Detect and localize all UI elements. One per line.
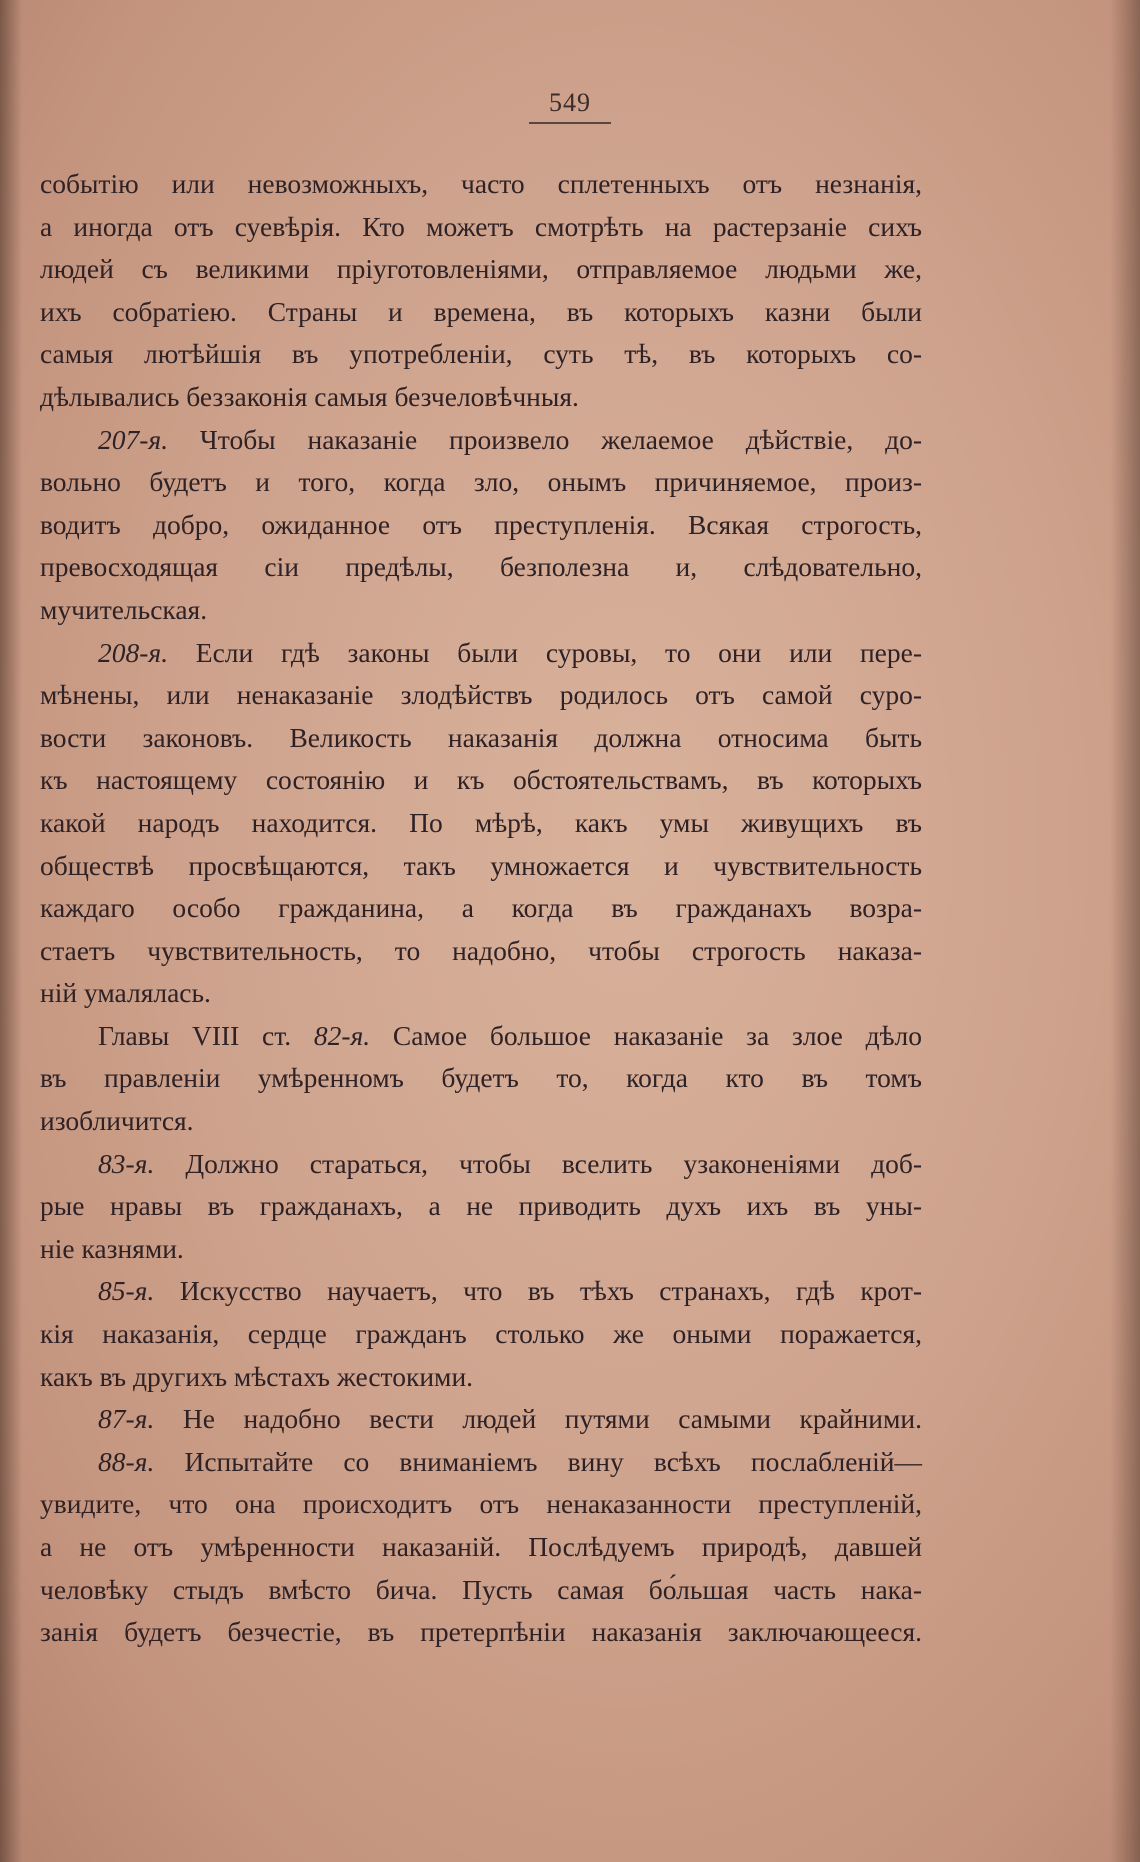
text-line xyxy=(40,930,922,973)
text-line xyxy=(40,887,922,930)
article-number: 87-я. xyxy=(98,1403,155,1435)
text-line xyxy=(40,1569,922,1612)
text-line xyxy=(40,632,922,675)
text-line xyxy=(40,163,922,206)
text-line xyxy=(40,376,922,419)
line-text: ніе казнями. xyxy=(40,1232,184,1264)
text-line xyxy=(40,1441,922,1484)
line-text: а иногда отъ суевѣрія. Кто можетъ смотрѣть на растерзаніе сихъ xyxy=(40,210,922,242)
text-line xyxy=(40,1185,922,1228)
text-line xyxy=(40,1611,922,1654)
text-line xyxy=(40,206,922,249)
line-text: ній умалялась. xyxy=(40,977,211,1009)
article-number: 208-я. xyxy=(98,636,169,668)
line-text: каждаго особо гражданина, а когда въ гражданахъ возра- xyxy=(40,892,922,924)
line-text: Должно стараться, чтобы вселить узаконеніями доб- xyxy=(154,1147,922,1179)
text-line xyxy=(40,845,922,888)
text-line xyxy=(40,972,922,1015)
text-line xyxy=(40,291,922,334)
text-line xyxy=(40,1270,922,1313)
text-line xyxy=(40,717,922,760)
article-number: 82-я. xyxy=(313,1019,371,1051)
text-line xyxy=(40,1313,922,1356)
line-text: мѣнены, или ненаказаніе злодѣйствъ родилось отъ самой суро- xyxy=(40,679,922,711)
line-text: обществѣ просвѣщаются, такъ умножается и чувствительность xyxy=(40,849,922,881)
text-line xyxy=(40,1143,922,1186)
article-number: 207-я. xyxy=(98,423,169,455)
line-text: вольно будетъ и того, когда зло, онымъ причиняемое, произ- xyxy=(40,466,922,498)
article-number: 85-я. xyxy=(98,1275,155,1307)
page-header xyxy=(0,88,1140,124)
article-number: 83-я. xyxy=(98,1147,155,1179)
text-line xyxy=(40,461,922,504)
text-line xyxy=(40,1228,922,1271)
text-line xyxy=(40,802,922,845)
line-text: ихъ собратіею. Страны и времена, въ которыхъ казни были xyxy=(40,295,922,327)
line-text: Самое большое наказаніе за злое дѣло xyxy=(370,1019,922,1051)
line-text: какой народъ находится. По мѣрѣ, какъ умы живущихъ въ xyxy=(40,806,922,838)
text-line xyxy=(40,1015,922,1058)
text-line xyxy=(40,1398,922,1441)
text-line xyxy=(40,546,922,589)
line-text: превосходящая сіи предѣлы, безполезна и, слѣдовательно, xyxy=(40,551,922,583)
page-number: 549 xyxy=(529,88,611,124)
line-text: стаетъ чувствительность, то надобно, чтобы строгость наказа- xyxy=(40,934,922,966)
line-text: Искусство научаетъ, что въ тѣхъ странахъ, гдѣ крот- xyxy=(154,1275,922,1307)
chapter-reference: Главы VIII ст. xyxy=(98,1019,314,1051)
text-line xyxy=(40,1356,922,1399)
text-line xyxy=(40,504,922,547)
text-line xyxy=(40,1100,922,1143)
text-line xyxy=(40,1057,922,1100)
text-line xyxy=(40,589,922,632)
body-text xyxy=(40,163,922,1654)
text-line xyxy=(40,1526,922,1569)
line-text: дѣлывались беззаконія самыя безчеловѣчныя. xyxy=(40,380,579,412)
line-text: какъ въ другихъ мѣстахъ жестокими. xyxy=(40,1360,474,1392)
line-text: занія будетъ безчестіе, въ претерпѣніи наказанія заключающееся. xyxy=(40,1616,922,1648)
text-line xyxy=(40,759,922,802)
line-text: событію или невозможныхъ, часто сплетенныхъ отъ незнанія, xyxy=(40,168,922,199)
text-line xyxy=(40,674,922,717)
text-line xyxy=(40,419,922,462)
line-text: кія наказанія, сердце гражданъ столько же оными поражается, xyxy=(40,1318,922,1350)
line-text: вости законовъ. Великость наказанія должна относима быть xyxy=(40,721,922,753)
line-text: Не надобно вести людей путями самыми крайними. xyxy=(154,1403,922,1435)
line-text: увидите, что она происходитъ отъ ненаказанности преступленій, xyxy=(40,1488,922,1520)
text-line xyxy=(40,1483,922,1526)
line-text: людей съ великими пріуготовленіями, отправляемое людьми же, xyxy=(40,253,922,285)
line-text: къ настоящему состоянію и къ обстоятельствамъ, въ которыхъ xyxy=(40,764,922,796)
text-line xyxy=(40,248,922,291)
line-text: мучительская. xyxy=(40,593,208,625)
line-text: Чтобы наказаніе произвело желаемое дѣйствіе, до- xyxy=(168,423,922,455)
line-text: въ правленіи умѣренномъ будетъ то, когда кто въ томъ xyxy=(40,1062,922,1094)
line-text: водитъ добро, ожиданное отъ преступленія. Всякая строгость, xyxy=(40,508,922,540)
text-line xyxy=(40,333,922,376)
line-text: изобличится. xyxy=(40,1105,194,1137)
line-text: самыя лютѣйшія въ употребленіи, суть тѣ, въ которыхъ со- xyxy=(40,338,922,370)
line-text: рые нравы въ гражданахъ, а не приводить духъ ихъ въ уны- xyxy=(40,1190,922,1222)
article-number: 88-я. xyxy=(98,1445,155,1477)
line-text: Испытайте со вниманіемъ вину всѣхъ послабленій— xyxy=(154,1445,922,1477)
line-text: а не отъ умѣренности наказаній. Послѣдуемъ природѣ, давшей xyxy=(40,1531,922,1562)
line-text: Если гдѣ законы были суровы, то они или пере- xyxy=(168,636,922,668)
line-text: человѣку стыдъ вмѣсто бича. Пусть самая бо́льшая часть нака- xyxy=(40,1573,922,1605)
